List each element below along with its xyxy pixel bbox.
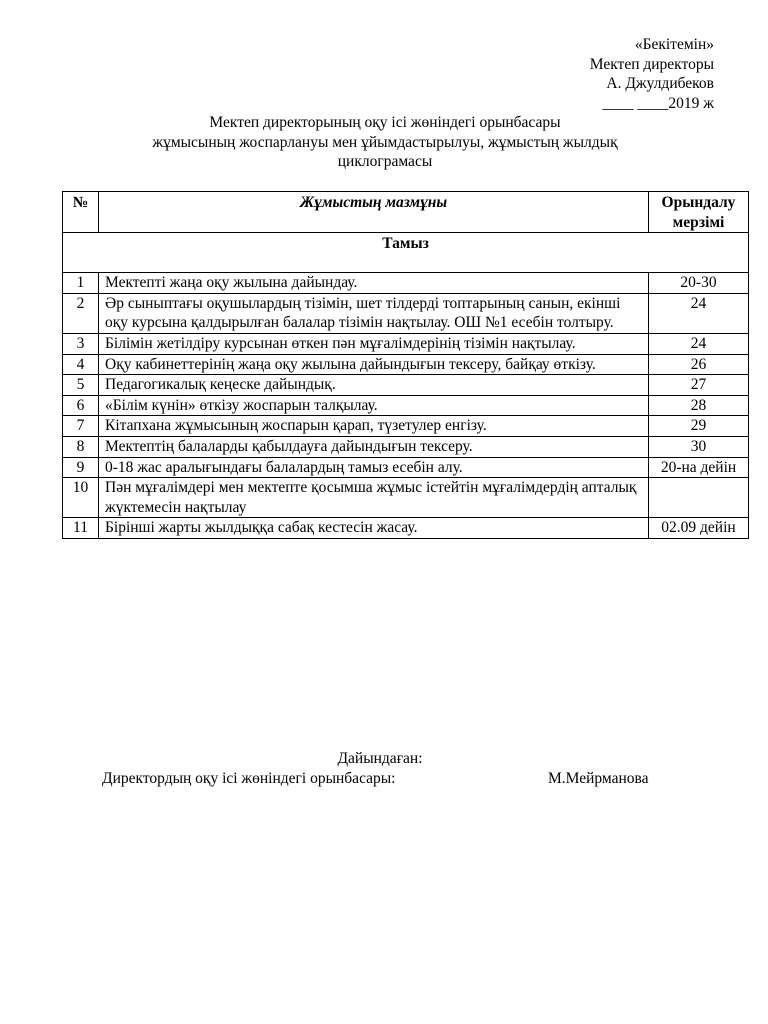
- row-number: 11: [63, 518, 99, 539]
- table-row: [63, 293, 749, 333]
- signature-position: Директордың оқу ісі жөніндегі орынбасары:: [102, 770, 396, 787]
- header-deadline-line-1: Орындалу: [661, 194, 736, 211]
- row-deadline: [649, 478, 749, 518]
- row-content: Мектептің балаларды қабылдауға дайындығын тексеру.: [99, 436, 649, 457]
- signature-block: [0, 749, 768, 789]
- signature-name: М.Мейрманова: [548, 770, 649, 787]
- table-row: [63, 395, 749, 416]
- table-header-row: [63, 192, 749, 233]
- row-number: 10: [63, 478, 99, 518]
- row-number: 5: [63, 375, 99, 396]
- row-deadline: 20-на дейін: [649, 457, 749, 478]
- row-number: 7: [63, 416, 99, 437]
- table-row: [63, 416, 749, 437]
- row-content: Оқу кабинеттерінің жаңа оқу жылына дайындығын тексеру, байқау өткізу.: [99, 354, 649, 375]
- header-deadline: [649, 192, 749, 233]
- row-deadline: 20-30: [649, 273, 749, 294]
- header-number: №: [63, 192, 99, 233]
- row-content: Педагогикалық кеңеске дайындық.: [99, 375, 649, 396]
- table-row: [63, 478, 749, 518]
- table-row: [63, 333, 749, 354]
- row-deadline: 27: [649, 375, 749, 396]
- title-line-2: жұмысының жоспарлануы мен ұйымдастырылуы, жұмыстың жылдық: [152, 133, 618, 151]
- table-row: [63, 457, 749, 478]
- row-number: 8: [63, 436, 99, 457]
- table-row: [63, 518, 749, 539]
- row-content: Пән мұғалімдері мен мектепте қосымша жұмыс істейтін мұғалімдердің апталық жүктемесін нақтылау: [99, 478, 649, 518]
- table-row: [63, 354, 749, 375]
- signature-label: Дайындаған:: [337, 750, 423, 767]
- header-deadline-line-2: мерзімі: [672, 213, 725, 231]
- work-plan-table: [62, 191, 749, 539]
- row-number: 9: [63, 457, 99, 478]
- row-deadline: 24: [649, 333, 749, 354]
- row-content: «Білім күнін» өткізу жоспарын талқылау.: [99, 395, 649, 416]
- row-number: 1: [63, 273, 99, 294]
- row-deadline: 26: [649, 354, 749, 375]
- month-row: [63, 233, 749, 273]
- table-row: [63, 436, 749, 457]
- row-number: 6: [63, 395, 99, 416]
- row-deadline: 28: [649, 395, 749, 416]
- month-label: Тамыз: [63, 233, 749, 273]
- row-content: Әр сыныптағы оқушылардың тізімін, шет тілдерді топтарының санын, екінші оқу курсына қалдырылған балалар тізімін нақтылау. ОШ №1 есебін толтыру.: [99, 293, 649, 333]
- row-number: 4: [63, 354, 99, 375]
- row-deadline: 29: [649, 416, 749, 437]
- table-row: [63, 375, 749, 396]
- approval-date-line: ____ ____2019 ж: [602, 94, 714, 112]
- document-title: [60, 113, 710, 172]
- approval-director-name: А. Джулдибеков: [606, 75, 714, 92]
- row-deadline: 24: [649, 293, 749, 333]
- header-content: Жұмыстың мазмұны: [99, 192, 649, 233]
- row-content: Кітапхана жұмысының жоспарын қарап, түзетулер енгізу.: [99, 416, 649, 437]
- row-content: Білімін жетілдіру курсынан өткен пән мұғалімдерінің тізімін нақтылау.: [99, 333, 649, 354]
- approval-position: Мектеп директоры: [589, 55, 714, 73]
- row-content: 0-18 жас аралығындағы балалардың тамыз есебін алу.: [99, 457, 649, 478]
- row-number: 2: [63, 293, 99, 333]
- row-number: 3: [63, 333, 99, 354]
- title-line-3: циклограмасы: [337, 153, 433, 170]
- approval-stamp: «Бекітемін»: [634, 36, 714, 53]
- table-row: [63, 273, 749, 294]
- title-line-1: Мектеп директорының оқу ісі жөніндегі орынбасары: [209, 114, 561, 131]
- row-deadline: 02.09 дейін: [649, 518, 749, 539]
- row-content: Бірінші жарты жылдыққа сабақ кестесін жасау.: [99, 518, 649, 539]
- row-deadline: 30: [649, 436, 749, 457]
- row-content: Мектепті жаңа оқу жылына дайындау.: [99, 273, 649, 294]
- approval-block: [514, 35, 714, 113]
